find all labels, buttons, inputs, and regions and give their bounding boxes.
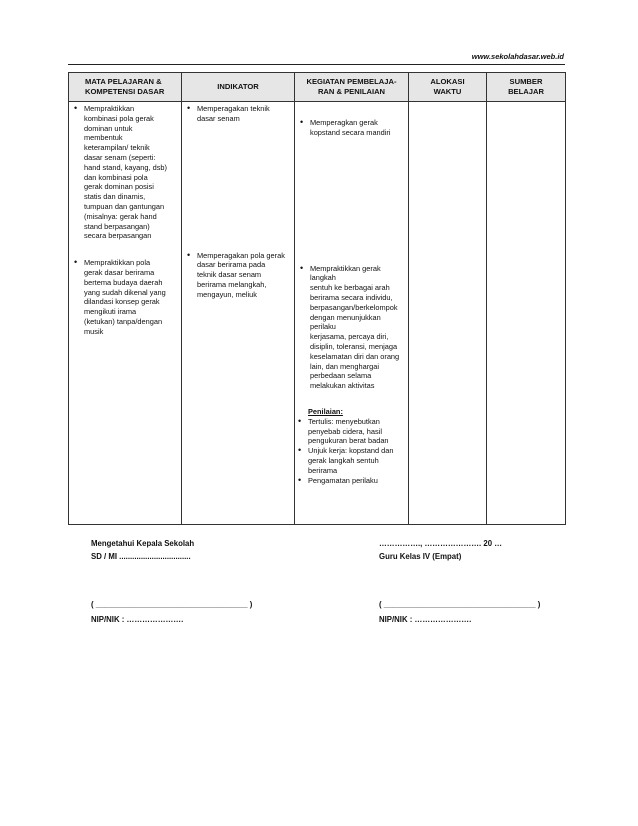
teacher-label: Guru Kelas IV (Empat) — [379, 552, 462, 561]
nip-line: NIP/NIK : …………………. — [379, 615, 472, 624]
school-label: SD / MI ................................. — [91, 552, 191, 561]
principal-label: Mengetahui Kepala Sekolah — [91, 539, 195, 548]
header-kompetensi: MATA PELAJARAN & KOMPETENSI DASAR — [69, 73, 182, 102]
header-kegiatan: KEGIATAN PEMBELAJA- RAN & PENILAIAN — [295, 73, 409, 102]
penilaian-title: Penilaian: — [308, 406, 343, 416]
list-item: • Mempraktikkan pola gerak dasar berirama bertema budaya daerah yang sudah dikenal yang dilandasi konsep gerak mengikuti irama (ketukan) tanpa/dengan musik — [72, 258, 178, 336]
header-alokasi: ALOKASI WAKTU — [409, 73, 487, 102]
signature-right-block — [379, 539, 502, 562]
nip-line: NIP/NIK : …………………. — [91, 615, 184, 624]
place-date-line: ……………., …………………. 20 … — [379, 539, 503, 548]
list-item: • Mempraktikkan gerak langkah sentuh ke berbagai arah berirama secara individu, berpasangan/berkelompok dengan menunjukkan perilaku kerjasama, percaya diri, disiplin, toleransi, menjaga keselamatan diri dan orang lain, dan menghargai perbedaan selama melakukan aktivitas — [298, 264, 405, 391]
name-line: ( ___________________________________ ) — [379, 600, 541, 609]
list-item: • Memperagkan gerak kopstand secara mandiri — [298, 118, 405, 138]
header-sumber: SUMBER BELAJAR — [487, 73, 566, 102]
signature-left-block — [91, 539, 194, 562]
site-url[interactable]: www.sekolahdasar.web.id — [471, 52, 564, 61]
kompetensi-cell — [69, 102, 182, 525]
name-line: ( ___________________________________ ) — [91, 600, 253, 609]
list-item: • Mempraktikkan kombinasi pola gerak dominan untuk membentuk keterampilan/ teknik dasar senam (seperti: hand stand, kayang, dsb) dan kombinasi pola gerak dominan posisi statis dan dinamis, tumpuan dan gantungan (misalnya: gerak hand stand berpasangan) secara berpasangan — [72, 104, 178, 241]
table-row — [69, 102, 566, 525]
indikator-cell — [182, 102, 295, 525]
header-indikator: INDIKATOR — [182, 73, 295, 102]
list-item: • Tertulis: menyebutkan penyebab cidera, hasil pengukuran berat badan — [298, 417, 405, 446]
list-item: • Pengamatan perilaku — [298, 476, 405, 486]
alokasi-cell — [409, 102, 487, 525]
table-header-row — [69, 73, 566, 102]
list-item: • Memperagakan pola gerak dasar berirama pada teknik dasar senam berirama melangkah, mengayun, meliuk — [185, 251, 291, 300]
lesson-plan-table — [68, 72, 566, 525]
header-divider — [68, 64, 565, 65]
signature-left-name — [91, 600, 252, 625]
kegiatan-cell — [295, 102, 409, 525]
signature-right-name — [379, 600, 540, 625]
sumber-cell — [487, 102, 566, 525]
list-item: • Unjuk kerja: kopstand dan gerak langkah sentuh berirama — [298, 446, 405, 475]
list-item: • Memperagakan teknik dasar senam — [185, 104, 291, 124]
